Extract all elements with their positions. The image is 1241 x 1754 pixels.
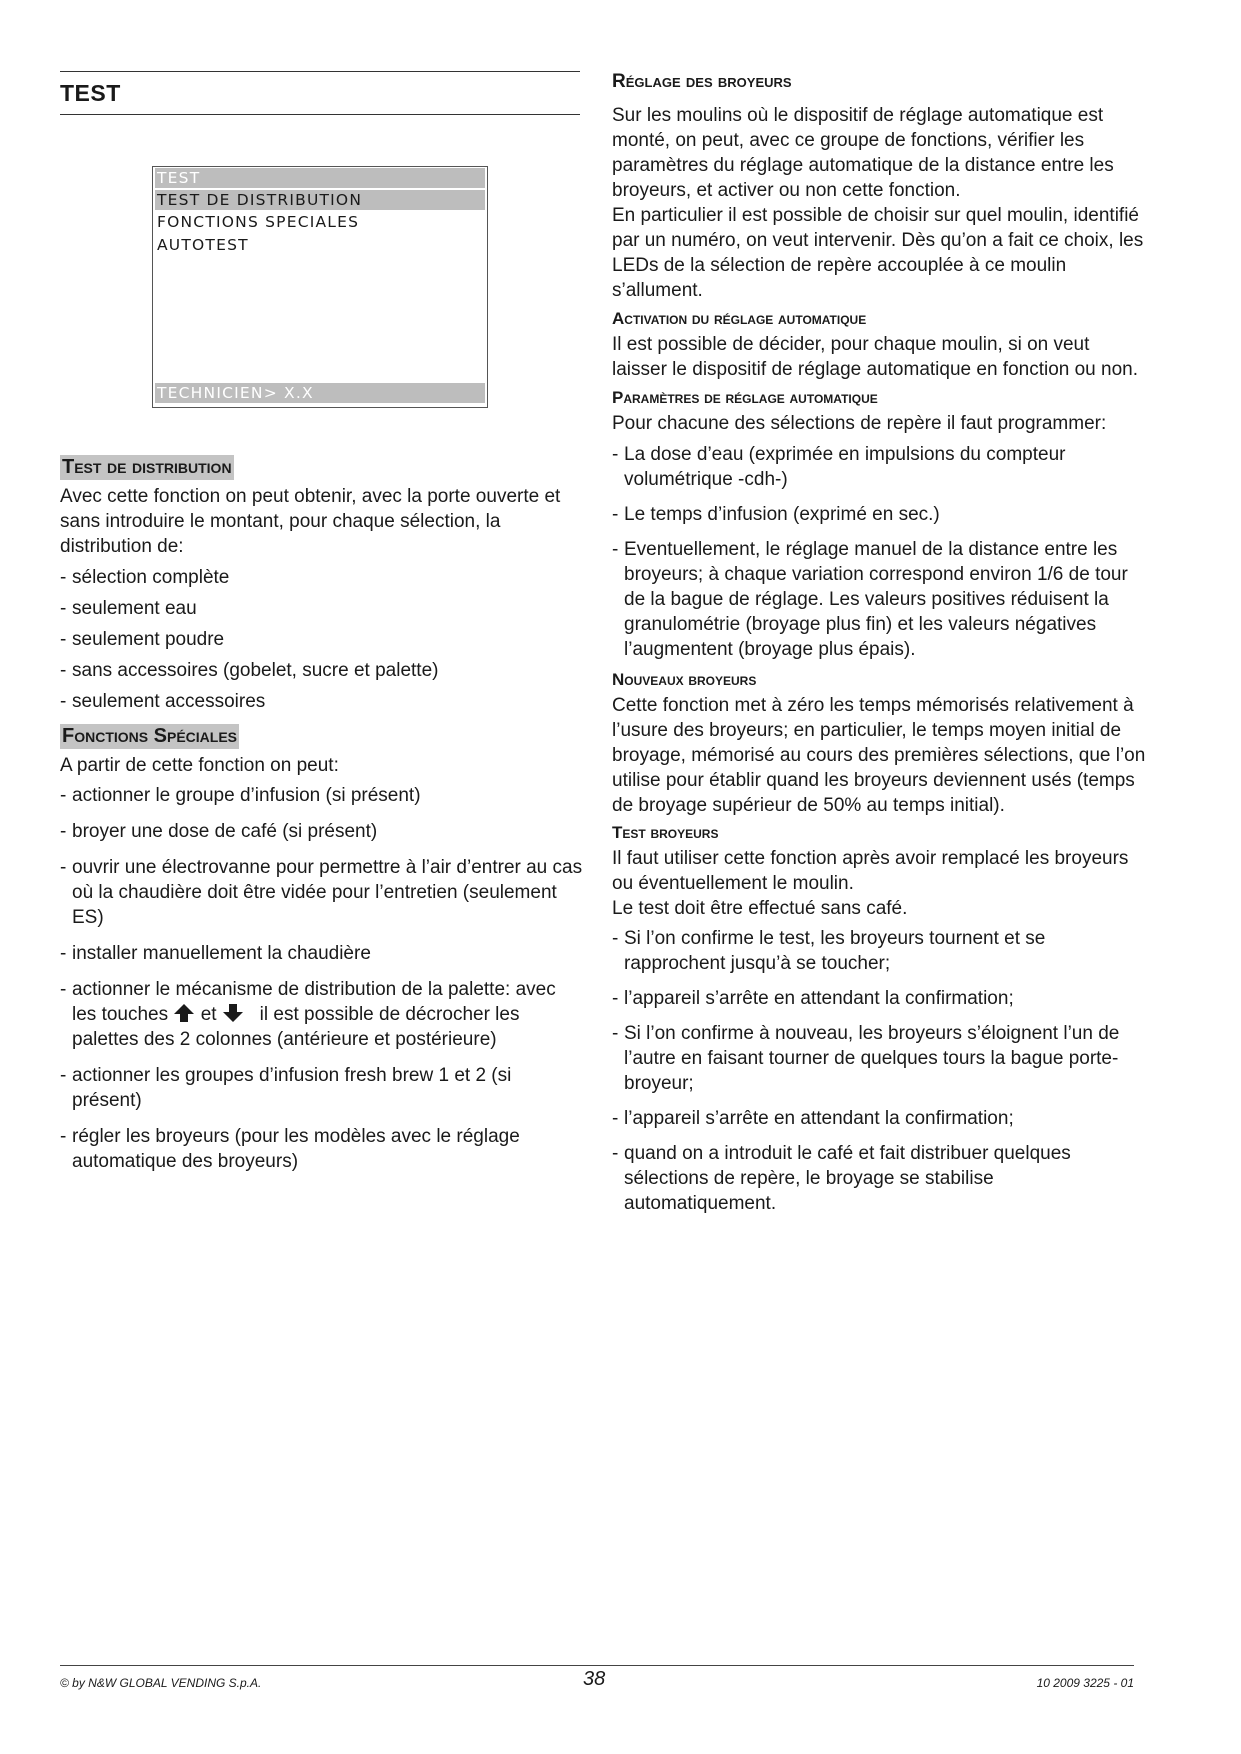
lcd-title-row: TEST (155, 168, 485, 188)
palette-text-et: et (200, 1004, 217, 1025)
test-p1: Il faut utiliser cette fonction après avoir remplacé les broyeurs ou éventuellement le moulin. (612, 848, 1129, 894)
parametres-list (612, 442, 1147, 662)
palette-text-b: il est possible de décrocher les palettes des 2 colonnes (antérieure et postérieure) (72, 1004, 520, 1050)
speciales-intro: A partir de cette fonction on peut: (60, 755, 339, 776)
arrow-up-icon (173, 1003, 195, 1023)
nouveaux-p: Cette fonction met à zéro les temps mémorisés relativement à l’usure des broyeurs; en particulier, le temps moyen initial de broyage, mémorisé au cours des premières sélections, que l’on utilise pour établir quand les broyeurs deviennent usés (temps de broyage supérieur de 50% au temps initial). (612, 695, 1146, 816)
distribution-intro: Avec cette fonction on peut obtenir, avec la porte ouverte et sans introduire le montant, pour chaque sélection, la distribution de: (60, 486, 561, 557)
list-item: - actionner le groupe d’infusion (si présent) (60, 783, 585, 808)
test-p2: Le test doit être effectué sans café. (612, 898, 908, 919)
list-item: - La dose d’eau (exprimée en impulsions du compteur volumétrique -cdh-) (612, 442, 1147, 492)
list-item: - ouvrir une électrovanne pour permettre à l’air d’entrer au cas où la chaudière doit être vidée pour l’entretien (seulement ES) (60, 855, 585, 930)
list-item: - quand on a introduit le café et fait distribuer quelques sélections de repère, le broyage se stabilise automatiquement. (612, 1141, 1147, 1216)
lcd-menu-item-distribution: TEST DE DISTRIBUTION (155, 190, 485, 210)
document-ref: 10 2009 3225 - 01 (1036, 1676, 1134, 1690)
list-item: - sélection complète (60, 565, 585, 590)
lcd-status-row: TECHNICIEN> X.X (155, 383, 485, 403)
arrow-down-icon (222, 1003, 244, 1023)
lcd-display (152, 166, 488, 408)
section-title-speciales: Fonctions Spéciales (62, 725, 238, 747)
distribution-list (60, 565, 585, 714)
list-item: - actionner les groupes d’infusion fresh brew 1 et 2 (si présent) (60, 1063, 585, 1113)
heading-activation: Activation du réglage automatique (612, 309, 867, 328)
list-item: - régler les broyeurs (pour les modèles avec le réglage automatique des broyeurs) (60, 1124, 585, 1174)
reglage-p1: Sur les moulins où le dispositif de réglage automatique est monté, on peut, avec ce groupe de fonctions, vérifier les paramètres du réglage automatique de la distance entre les broyeurs, et activer ou non cette fonction. (612, 105, 1114, 201)
reglage-p2: En particulier il est possible de choisir sur quel moulin, identifié par un numéro, on veut intervenir. Dès qu’on a fait ce choix, les LEDs de la sélection de repère accouplée à ce moulin s’allument. (612, 205, 1144, 301)
heading-nouveaux: Nouveaux broyeurs (612, 670, 757, 689)
page-number: 38 (583, 1668, 606, 1690)
list-item: - sans accessoires (gobelet, sucre et palette) (60, 658, 585, 683)
heading-reglage: Réglage des broyeurs (612, 71, 792, 92)
left-column (60, 455, 585, 1174)
list-item: - Eventuellement, le réglage manuel de la distance entre les broyeurs; à chaque variation correspond environ 1/6 de tour de la bague de réglage. Les valeurs positives réduisent la granulométrie (broyage plus fin) et les valeurs négatives l’augmentent (broyage plus épais). (612, 537, 1147, 662)
page-title: TEST (60, 80, 121, 106)
speciales-list (60, 783, 585, 1174)
list-item: - installer manuellement la chaudière (60, 941, 585, 966)
list-item: - l’appareil s’arrête en attendant la confirmation; (612, 986, 1147, 1011)
list-item: - seulement poudre (60, 627, 585, 652)
list-item: - Le temps d’infusion (exprimé en sec.) (612, 502, 1147, 527)
copyright: © by N&W GLOBAL VENDING S.p.A. (60, 1676, 262, 1690)
test-list (612, 926, 1147, 1216)
right-column (612, 67, 1147, 1216)
section-title-distribution: Test de distribution (62, 456, 232, 478)
list-item-palette (60, 977, 585, 1052)
heading-parametres: Paramètres de réglage automatique (612, 388, 878, 407)
page-header (60, 71, 580, 115)
lcd-menu-item-autotest: AUTOTEST (157, 236, 249, 254)
list-item: - seulement accessoires (60, 689, 585, 714)
page-footer (60, 1665, 1134, 1706)
list-item: - seulement eau (60, 596, 585, 621)
lcd-menu-item-speciales: FONCTIONS SPECIALES (157, 213, 360, 231)
list-item: - broyer une dose de café (si présent) (60, 819, 585, 844)
heading-test-broyeurs: Test broyeurs (612, 823, 719, 842)
list-item: - Si l’on confirme le test, les broyeurs tournent et se rapprochent jusqu’à se toucher; (612, 926, 1147, 976)
list-item: - Si l’on confirme à nouveau, les broyeurs s’éloignent l’un de l’autre en faisant tourner de quelques tours la bague porte-broyeur; (612, 1021, 1147, 1096)
activation-p: Il est possible de décider, pour chaque moulin, si on veut laisser le dispositif de réglage automatique en fonction ou non. (612, 334, 1139, 380)
palette-text-a: actionner le mécanisme de distribution de la palette: avec les touches (72, 979, 556, 1025)
list-item: - l’appareil s’arrête en attendant la confirmation; (612, 1106, 1147, 1131)
parametres-p: Pour chacune des sélections de repère il faut programmer: (612, 413, 1107, 434)
